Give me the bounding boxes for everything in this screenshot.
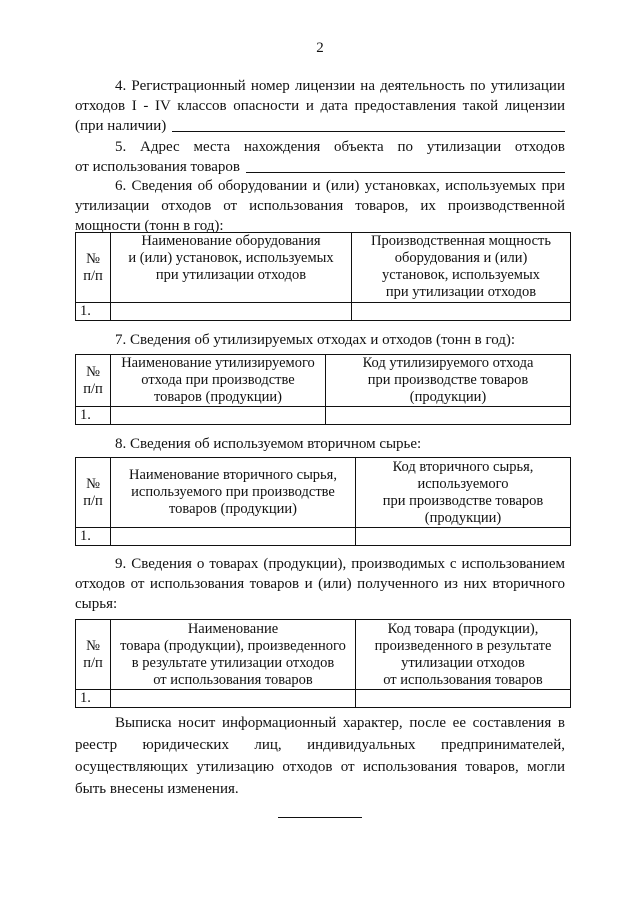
- table-header-number: № п/п: [76, 458, 111, 528]
- item-5-line-2: [75, 157, 565, 177]
- table-cell-empty: [111, 407, 326, 425]
- table-header-product-name: Наименование товара (продукции), произведенного в результате утилизации отходов от использования товаров: [111, 620, 356, 690]
- table-header-equipment-name: Наименование оборудования и (или) установок, используемых при утилизации отходов: [111, 233, 352, 303]
- item-5-line-2-label: от использования товаров: [75, 159, 241, 175]
- table-row-number: 1.: [76, 690, 111, 708]
- item-8-raw-material-table: [75, 457, 571, 546]
- item-5-line-1: 5. Адрес места нахождения объекта по утилизации отходов: [115, 139, 565, 155]
- item-8-raw-material-heading: 8. Сведения об используемом вторичном сырье:: [115, 436, 422, 452]
- table-header-row: [76, 355, 571, 407]
- table-cell-empty: [356, 528, 571, 546]
- table-header-capacity: Производственная мощность оборудования и (или) установок, используемых при утилизации отходов: [352, 233, 571, 303]
- table-cell-empty: [352, 303, 571, 321]
- item-6-equipment-heading: 6. Сведения об оборудовании и (или) установках, используемых при утилизации отходов от использования товаров, их производственной мощности (тонн в год):: [75, 178, 565, 234]
- table-row: [76, 690, 571, 708]
- table-cell-empty: [111, 690, 356, 708]
- page-number: 2: [316, 40, 324, 56]
- item-7-waste-table: [75, 354, 571, 425]
- table-header-row: [76, 458, 571, 528]
- table-header-product-code: Код товара (продукции), произведенного в результате утилизации отходов от использования товаров: [356, 620, 571, 690]
- end-separator-line: [278, 817, 362, 818]
- item-4-line-1: 4. Регистрационный номер лицензии на деятельность по утилизации: [115, 78, 565, 94]
- table-header-waste-code: Код утилизируемого отхода при производстве товаров (продукции): [326, 355, 571, 407]
- table-header-row: [76, 233, 571, 303]
- table-row-number: 1.: [76, 303, 111, 321]
- table-header-waste-name: Наименование утилизируемого отхода при производстве товаров (продукции): [111, 355, 326, 407]
- table-header-number: № п/п: [76, 233, 111, 303]
- item-4-line-3-label: (при наличии): [75, 118, 167, 134]
- table-cell-empty: [111, 528, 356, 546]
- item-4-fill-line: [172, 116, 565, 132]
- item-4-line-3: [75, 116, 565, 136]
- item-4-license-number: [75, 76, 565, 136]
- item-9-products-table: [75, 619, 571, 708]
- item-5-fill-line: [246, 157, 565, 173]
- table-header-raw-material-code: Код вторичного сырья, используемого при производстве товаров (продукции): [356, 458, 571, 528]
- table-cell-empty: [356, 690, 571, 708]
- item-5-address: [75, 137, 565, 177]
- item-7-waste-heading: 7. Сведения об утилизируемых отходах и отходов (тонн в год):: [115, 332, 516, 348]
- footer-note: Выписка носит информационный характер, после ее составления в реестр юридических лиц, индивидуальных предпринимателей, осуществляющих утилизацию отходов от использования товаров, могли быть внесены изменения.: [75, 715, 565, 797]
- table-row-number: 1.: [76, 407, 111, 425]
- table-cell-empty: [326, 407, 571, 425]
- table-cell-empty: [111, 303, 352, 321]
- item-9-products-heading: 9. Сведения о товарах (продукции), производимых с использованием отходов от использования товаров и (или) полученного из них вторичного сырья:: [75, 556, 565, 612]
- table-header-row: [76, 620, 571, 690]
- table-header-raw-material-name: Наименование вторичного сырья, используемого при производстве товаров (продукции): [111, 458, 356, 528]
- table-row: [76, 303, 571, 321]
- item-6-equipment-table: [75, 232, 571, 321]
- table-header-number: № п/п: [76, 620, 111, 690]
- table-row: [76, 528, 571, 546]
- table-row: [76, 407, 571, 425]
- item-4-line-2: отходов I - IV классов опасности и дата предоставления такой лицензии: [75, 98, 565, 114]
- table-header-number: № п/п: [76, 355, 111, 407]
- table-row-number: 1.: [76, 528, 111, 546]
